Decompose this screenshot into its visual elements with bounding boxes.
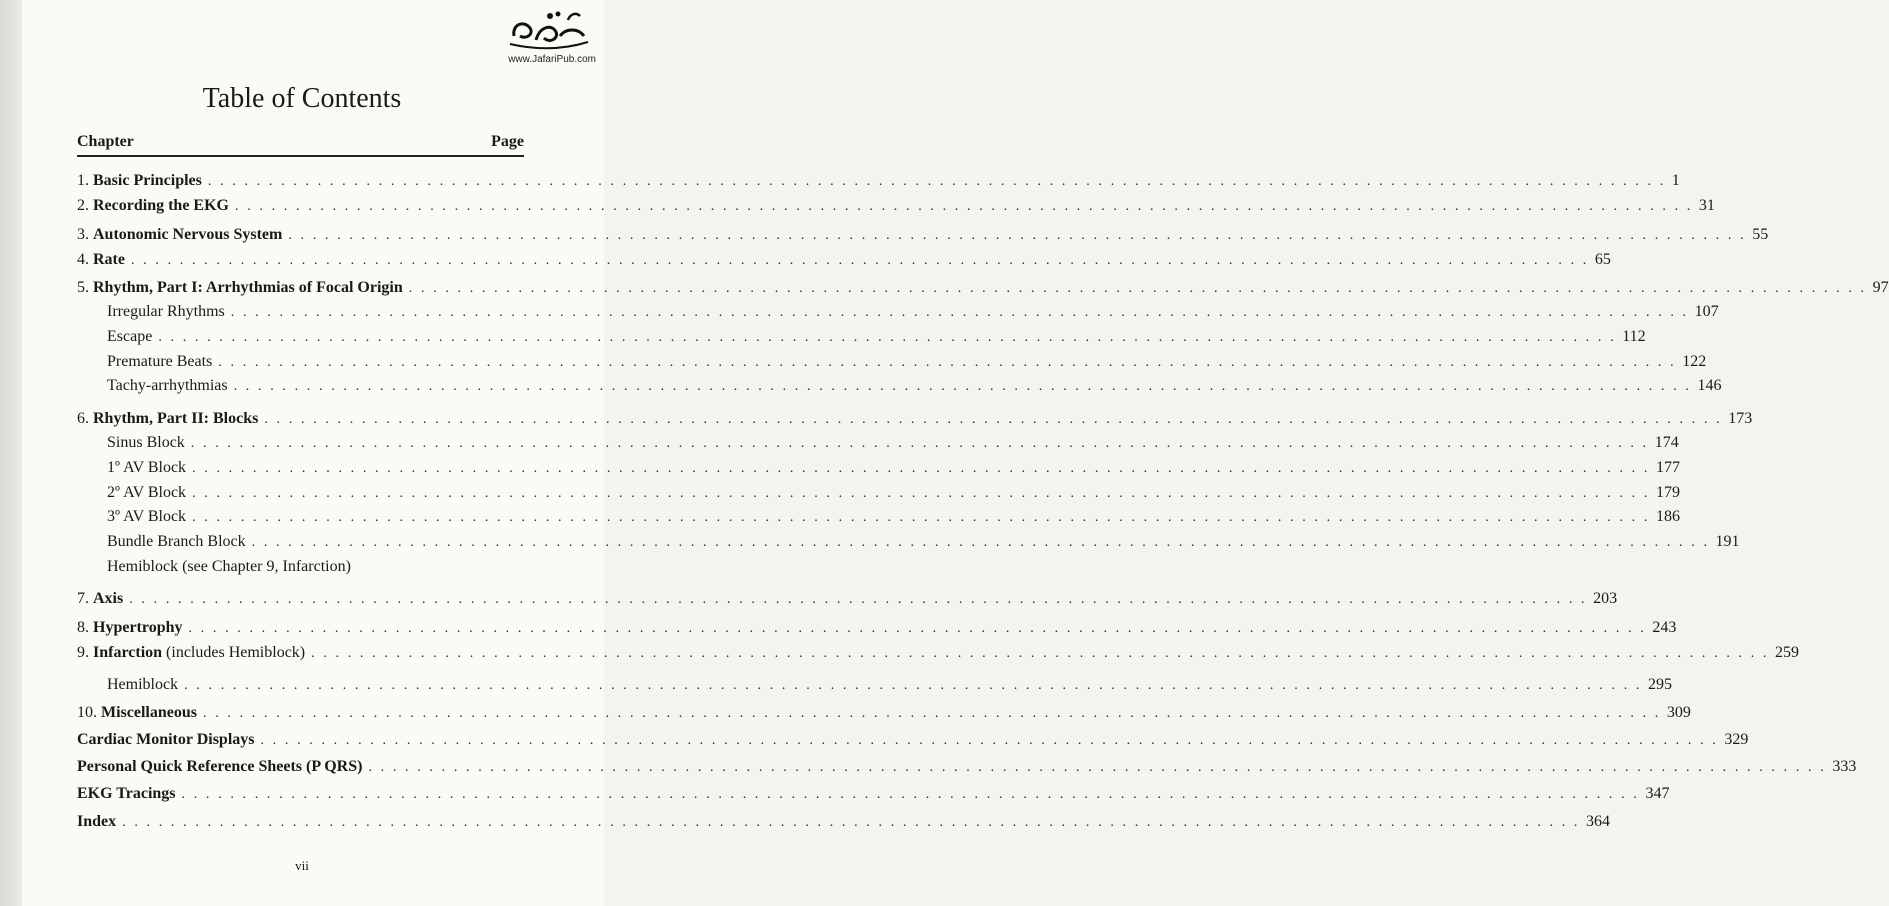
leader-dots: . . . . . . . . . . . . . . . . . . . . . . . . . . . . . . . . . . . . . . . . . . . . . . . . . . . . . . . . . . . . . . . . . . . . . . . . . . . . . . . . . . . . . . . . . . . . . . . . . . . . . . . . . . . . . . . . . . . . . . . . bbox=[260, 733, 1719, 748]
toc-entry-number: 8. bbox=[77, 619, 93, 636]
leader-dots: . . . . . . . . . . . . . . . . . . . . . . . . . . . . . . . . . . . . . . . . . . . . . . . . . . . . . . . . . . . . . . . . . . . . . . . . . . . . . . . . . . . . . . . . . . . . . . . . . . . . . . . . . . . . . . . . . . . . . . . . bbox=[311, 646, 1770, 661]
toc-entry-page: 1 bbox=[1671, 172, 1680, 189]
toc-entry-text: Bundle Branch Block bbox=[107, 533, 246, 550]
toc-entry bbox=[107, 674, 1672, 696]
toc-entry-text: 1º AV Block bbox=[107, 459, 187, 476]
leader-dots: . . . . . . . . . . . . . . . . . . . . . . . . . . . . . . . . . . . . . . . . . . . . . . . . . . . . . . . . . . . . . . . . . . . . . . . . . . . . . . . . . . . . . . . . . . . . . . . . . . . . . . . . . . . . . . . . . . . . . . . . bbox=[129, 592, 1588, 607]
toc-entry-page: 364 bbox=[1586, 813, 1611, 830]
toc-entry bbox=[77, 170, 1680, 192]
leader-dots: . . . . . . . . . . . . . . . . . . . . . . . . . . . . . . . . . . . . . . . . . . . . . . . . . . . . . . . . . . . . . . . . . . . . . . . . . . . . . . . . . . . . . . . . . . . . . . . . . . . . . . . . . . . . . . . . . . . . . . . . bbox=[230, 305, 1689, 320]
toc-entry-number: 7. bbox=[77, 590, 93, 607]
toc-entry bbox=[107, 531, 1740, 553]
leader-dots: . . . . . . . . . . . . . . . . . . . . . . . . . . . . . . . . . . . . . . . . . . . . . . . . . . . . . . . . . . . . . . . . . . . . . . . . . . . . . . . . . . . . . . . . . . . . . . . . . . . . . . . . . . . . . . . . . . . . . . . . bbox=[251, 535, 1710, 550]
toc-entry-number: 10. bbox=[77, 704, 101, 721]
leader-dots: . . . . . . . . . . . . . . . . . . . . . . . . . . . . . . . . . . . . . . . . . . . . . . . . . . . . . . . . . . . . . . . . . . . . . . . . . . . . . . . . . . . . . . . . . . . . . . . . . . . . . . . . . . . . . . . . . . . . . . . . bbox=[192, 486, 1650, 501]
toc-entry bbox=[77, 617, 1677, 639]
toc-entry bbox=[107, 432, 1679, 454]
toc-entry-bold-title: Autonomic Nervous System bbox=[93, 226, 283, 243]
toc-entry-title bbox=[77, 642, 305, 664]
toc-entry bbox=[107, 375, 1722, 397]
toc-entry bbox=[77, 702, 1691, 724]
toc-entry-page: 122 bbox=[1682, 353, 1707, 370]
toc-entry-title bbox=[77, 249, 125, 271]
toc-entry-number: 5. bbox=[77, 279, 93, 296]
leader-dots: . . . . . . . . . . . . . . . . . . . . . . . . . . . . . . . . . . . . . . . . . . . . . . . . . . . . . . . . . . . . . . . . . . . . . . . . . . . . . . . . . . . . . . . . . . . . . . . . . . . . . . . . . . . . . . . . . . . . . . . . bbox=[158, 330, 1617, 345]
toc-entry-page: 309 bbox=[1666, 704, 1691, 721]
toc-entry-title bbox=[77, 277, 403, 299]
publisher-url: www.JafariPub.com bbox=[508, 54, 596, 65]
toc-entry-title bbox=[107, 457, 186, 479]
toc-entry-page: 186 bbox=[1655, 508, 1680, 525]
toc-entry-title bbox=[107, 351, 212, 373]
toc-entry-page: 203 bbox=[1593, 590, 1618, 607]
toc-entry-title bbox=[77, 702, 197, 724]
toc-entry bbox=[107, 482, 1680, 504]
toc-entry-page: 174 bbox=[1654, 434, 1679, 451]
toc-entry-title bbox=[107, 432, 185, 454]
toc-entry-text: Hemiblock bbox=[107, 676, 179, 693]
leader-dots: . . . . . . . . . . . . . . . . . . . . . . . . . . . . . . . . . . . . . . . . . . . . . . . . . . . . . . . . . . . . . . . . . . . . . . . . . . . . . . . . . . . . . . . . . . . . . . . . . . . . . . . . . . . . . . . . . . . . . . . . bbox=[130, 253, 1589, 268]
toc-entry-page: 177 bbox=[1655, 459, 1680, 476]
toc-entry bbox=[77, 588, 1618, 610]
toc-entry-page: 179 bbox=[1655, 484, 1680, 501]
toc-entry-bold-title: Cardiac Monitor Displays bbox=[77, 731, 255, 748]
toc-entry-text: 3º AV Block bbox=[107, 508, 187, 525]
toc-entry-bold-title: Personal Quick Reference Sheets (P QRS) bbox=[77, 758, 363, 775]
toc-entry-bold-title: Basic Principles bbox=[93, 172, 202, 189]
toc-entry-page: 243 bbox=[1652, 619, 1677, 636]
page-number: vii bbox=[295, 858, 309, 873]
toc-entry-title bbox=[77, 224, 282, 246]
toc-entry-title bbox=[77, 729, 254, 751]
toc-entry-text: Sinus Block bbox=[107, 434, 185, 451]
toc-entry-title bbox=[77, 195, 229, 217]
toc-entry-title bbox=[77, 811, 116, 833]
toc-entry-number: 6. bbox=[77, 410, 93, 427]
toc-entry-page: 259 bbox=[1775, 644, 1800, 661]
toc-entry-bold-title: EKG Tracings bbox=[77, 785, 176, 802]
toc-entry-bold-title: Index bbox=[77, 813, 117, 830]
toc-entry-page: 55 bbox=[1752, 226, 1769, 243]
toc-entry-title bbox=[107, 326, 152, 348]
toc-entry bbox=[77, 277, 1889, 299]
toc-entry-page: 173 bbox=[1728, 410, 1753, 427]
toc-entry-page: 191 bbox=[1715, 533, 1740, 550]
toc-entry-title bbox=[107, 556, 351, 578]
toc-entry bbox=[77, 783, 1670, 805]
toc-entry bbox=[77, 756, 1857, 778]
toc-entry-bold-title: Infarction bbox=[93, 644, 163, 661]
toc-entry-bold-title: Axis bbox=[93, 590, 124, 607]
toc-entry bbox=[77, 249, 1611, 271]
leader-dots: . . . . . . . . . . . . . . . . . . . . . . . . . . . . . . . . . . . . . . . . . . . . . . . . . . . . . . . . . . . . . . . . . . . . . . . . . . . . . . . . . . . . . . . . . . . . . . . . . . . . . . . . . . . . . . . . . . . . . . . . bbox=[203, 706, 1661, 721]
chapter-column-header: Chapter bbox=[77, 133, 134, 150]
toc-entry-bold-title: Miscellaneous bbox=[101, 704, 197, 721]
toc-entry-title bbox=[77, 170, 202, 192]
toc-entry bbox=[107, 326, 1646, 348]
page-title: Table of Contents bbox=[202, 83, 402, 114]
toc-entry bbox=[77, 811, 1611, 833]
toc-entry-page: 333 bbox=[1832, 758, 1857, 775]
toc-entry bbox=[107, 301, 1719, 323]
toc-entry-page: 112 bbox=[1622, 328, 1646, 345]
toc-entry-number: 3. bbox=[77, 226, 93, 243]
toc-entry-number: 1. bbox=[77, 172, 93, 189]
toc-entry-title bbox=[107, 482, 186, 504]
toc-entry bbox=[107, 556, 524, 578]
toc-entry bbox=[77, 195, 1715, 217]
toc-entry-bold-title: Rhythm, Part I: Arrhythmias of Focal Origin bbox=[93, 279, 403, 296]
toc-entry bbox=[77, 408, 1753, 430]
leader-dots: . . . . . . . . . . . . . . . . . . . . . . . . . . . . . . . . . . . . . . . . . . . . . . . . . . . . . . . . . . . . . . . . . . . . . . . . . . . . . . . . . . . . . . . . . . . . . . . . . . . . . . . . . . . . . . . . . . . . . . . . bbox=[207, 174, 1666, 189]
toc-entry-title bbox=[107, 506, 186, 528]
toc-entry bbox=[107, 506, 1680, 528]
toc-entry-title bbox=[77, 756, 362, 778]
leader-dots: . . . . . . . . . . . . . . . . . . . . . . . . . . . . . . . . . . . . . . . . . . . . . . . . . . . . . . . . . . . . . . . . . . . . . . . . . . . . . . . . . . . . . . . . . . . . . . . . . . . . . . . . . . . . . . . . . . . . . . . . bbox=[181, 787, 1640, 802]
toc-entry-title bbox=[77, 408, 258, 430]
toc-entry-title bbox=[107, 531, 246, 553]
leader-dots: . . . . . . . . . . . . . . . . . . . . . . . . . . . . . . . . . . . . . . . . . . . . . . . . . . . . . . . . . . . . . . . . . . . . . . . . . . . . . . . . . . . . . . . . . . . . . . . . . . . . . . . . . . . . . . . . . . . . . . . . bbox=[184, 678, 1642, 693]
toc-entry-bold-title: Rhythm, Part II: Blocks bbox=[93, 410, 259, 427]
leader-dots: . . . . . . . . . . . . . . . . . . . . . . . . . . . . . . . . . . . . . . . . . . . . . . . . . . . . . . . . . . . . . . . . . . . . . . . . . . . . . . . . . . . . . . . . . . . . . . . . . . . . . . . . . . . . . . . . . . . . . . . . bbox=[264, 412, 1723, 427]
leader-dots: . . . . . . . . . . . . . . . . . . . . . . . . . . . . . . . . . . . . . . . . . . . . . . . . . . . . . . . . . . . . . . . . . . . . . . . . . . . . . . . . . . . . . . . . . . . . . . . . . . . . . . . . . . . . . . . . . . . . . . . . bbox=[188, 621, 1647, 636]
toc-entry-page: 295 bbox=[1648, 676, 1672, 693]
toc-entry-title bbox=[77, 617, 182, 639]
toc-entry bbox=[77, 729, 1749, 751]
leader-dots: . . . . . . . . . . . . . . . . . . . . . . . . . . . . . . . . . . . . . . . . . . . . . . . . . . . . . . . . . . . . . . . . . . . . . . . . . . . . . . . . . . . . . . . . . . . . . . . . . . . . . . . . . . . . . . . . . . . . . . . . bbox=[288, 228, 1747, 243]
toc-entry-number: 4. bbox=[77, 251, 93, 268]
toc-entry-page: 146 bbox=[1697, 377, 1722, 394]
leader-dots: . . . . . . . . . . . . . . . . . . . . . . . . . . . . . . . . . . . . . . . . . . . . . . . . . . . . . . . . . . . . . . . . . . . . . . . . . . . . . . . . . . . . . . . . . . . . . . . . . . . . . . . . . . . . . . . . . . . . . . . . bbox=[122, 815, 1581, 830]
toc-entry-number: 2. bbox=[77, 197, 93, 214]
leader-dots: . . . . . . . . . . . . . . . . . . . . . . . . . . . . . . . . . . . . . . . . . . . . . . . . . . . . . . . . . . . . . . . . . . . . . . . . . . . . . . . . . . . . . . . . . . . . . . . . . . . . . . . . . . . . . . . . . . . . . . . . bbox=[408, 281, 1867, 296]
toc-entry-text: Irregular Rhythms bbox=[107, 303, 225, 320]
toc-entry-text: Escape bbox=[107, 328, 153, 345]
toc-entry-page: 107 bbox=[1694, 303, 1719, 320]
leader-dots: . . . . . . . . . . . . . . . . . . . . . . . . . . . . . . . . . . . . . . . . . . . . . . . . . . . . . . . . . . . . . . . . . . . . . . . . . . . . . . . . . . . . . . . . . . . . . . . . . . . . . . . . . . . . . . . . . . . . . . . . bbox=[190, 436, 1649, 451]
toc-entry-bold-title: Rate bbox=[93, 251, 125, 268]
toc-entry-page: 347 bbox=[1645, 785, 1670, 802]
toc-entry bbox=[77, 224, 1769, 246]
toc-entry bbox=[77, 642, 1800, 664]
toc-entry bbox=[107, 351, 1707, 373]
toc-entry-bold-title: Recording the EKG bbox=[93, 197, 229, 214]
toc-entry-title bbox=[107, 301, 225, 323]
page-column-header: Page bbox=[491, 133, 524, 150]
leader-dots: . . . . . . . . . . . . . . . . . . . . . . . . . . . . . . . . . . . . . . . . . . . . . . . . . . . . . . . . . . . . . . . . . . . . . . . . . . . . . . . . . . . . . . . . . . . . . . . . . . . . . . . . . . . . . . . . . . . . . . . . bbox=[218, 355, 1677, 370]
toc-entry-title bbox=[107, 674, 178, 696]
toc-entry-title bbox=[77, 588, 123, 610]
toc-entry-page: 329 bbox=[1724, 731, 1749, 748]
toc-entry-page: 97 bbox=[1872, 279, 1889, 296]
toc-entry-title bbox=[77, 783, 176, 805]
leader-dots: . . . . . . . . . . . . . . . . . . . . . . . . . . . . . . . . . . . . . . . . . . . . . . . . . . . . . . . . . . . . . . . . . . . . . . . . . . . . . . . . . . . . . . . . . . . . . . . . . . . . . . . . . . . . . . . . . . . . . . . . bbox=[233, 379, 1692, 394]
toc-entry-page: 65 bbox=[1594, 251, 1611, 268]
toc-entry-bold-title: Hypertrophy bbox=[93, 619, 183, 636]
toc-entry-text: 2º AV Block bbox=[107, 484, 187, 501]
toc-entry-text: Tachy-arrhythmias bbox=[107, 377, 228, 394]
leader-dots: . . . . . . . . . . . . . . . . . . . . . . . . . . . . . . . . . . . . . . . . . . . . . . . . . . . . . . . . . . . . . . . . . . . . . . . . . . . . . . . . . . . . . . . . . . . . . . . . . . . . . . . . . . . . . . . . . . . . . . . . bbox=[192, 461, 1650, 476]
leader-dots: . . . . . . . . . . . . . . . . . . . . . . . . . . . . . . . . . . . . . . . . . . . . . . . . . . . . . . . . . . . . . . . . . . . . . . . . . . . . . . . . . . . . . . . . . . . . . . . . . . . . . . . . . . . . . . . . . . . . . . . . bbox=[368, 760, 1827, 775]
toc-entry-page: 31 bbox=[1698, 197, 1715, 214]
toc-entry-text: Hemiblock (see Chapter 9, Infarction) bbox=[107, 558, 351, 575]
leader-dots: . . . . . . . . . . . . . . . . . . . . . . . . . . . . . . . . . . . . . . . . . . . . . . . . . . . . . . . . . . . . . . . . . . . . . . . . . . . . . . . . . . . . . . . . . . . . . . . . . . . . . . . . . . . . . . . . . . . . . . . . bbox=[192, 510, 1650, 525]
toc-entry bbox=[107, 457, 1680, 479]
toc-entry-text: Premature Beats bbox=[107, 353, 213, 370]
leader-dots: . . . . . . . . . . . . . . . . . . . . . . . . . . . . . . . . . . . . . . . . . . . . . . . . . . . . . . . . . . . . . . . . . . . . . . . . . . . . . . . . . . . . . . . . . . . . . . . . . . . . . . . . . . . . . . . . . . . . . . . . bbox=[235, 199, 1693, 214]
toc-entry-number: 9. bbox=[77, 644, 93, 661]
toc-entry-text: (includes Hemiblock) bbox=[162, 644, 306, 661]
toc-entry-title bbox=[107, 375, 228, 397]
